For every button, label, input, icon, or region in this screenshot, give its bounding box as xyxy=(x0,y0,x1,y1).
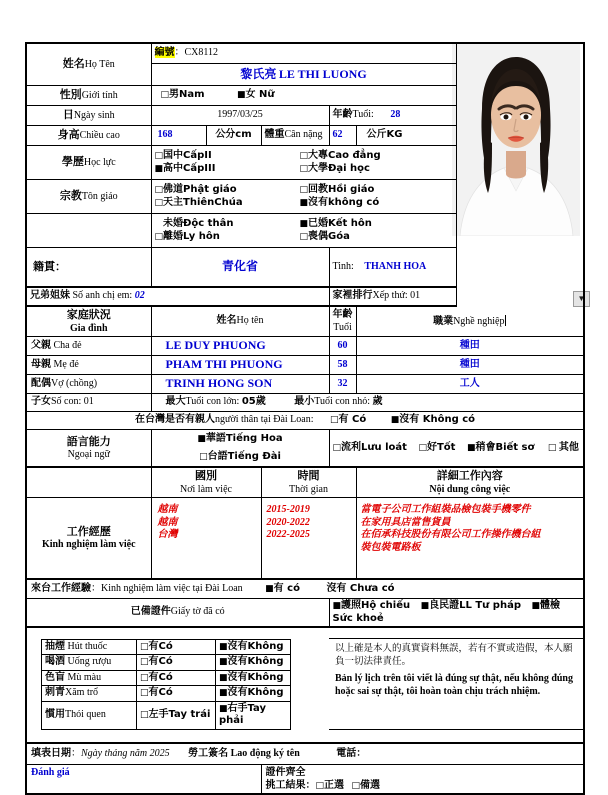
religion-label: 宗教Tôn giáo xyxy=(26,180,151,214)
checkbox-lang-dai[interactable]: □ xyxy=(199,451,208,462)
documents-complete-text: 證件齊全 xyxy=(265,767,306,778)
row-habits xyxy=(26,639,584,730)
habit-drinking-no[interactable]: ■沒有Không xyxy=(216,655,291,671)
checkbox-edu-capiii[interactable]: ■ xyxy=(154,163,164,174)
family-job-spouse[interactable]: 工人 xyxy=(356,375,584,394)
row-tw-experience xyxy=(26,579,584,599)
checkbox-left-handed[interactable]: □ xyxy=(140,709,149,720)
name-label: 姓名Họ Tên xyxy=(26,43,151,86)
religion-options[interactable]: □佛道Phật giáo □天主ThiênChúa □回教Hồi giáo ■沒有không có xyxy=(151,180,456,214)
siblings-count: 02 xyxy=(134,290,145,302)
weight-unit: 公斤KG xyxy=(356,126,456,146)
selection-result-label: 挑工結果： xyxy=(265,779,316,791)
checkbox-colorblind-yes[interactable]: □ xyxy=(140,672,149,683)
weight-value[interactable]: 62 xyxy=(329,126,356,146)
birth-value[interactable]: 1997/03/25 xyxy=(151,106,329,126)
work-details[interactable]: 當電子公司工作組裝品檢包裝手機零件 在家用具店當售貨員 在佰承科技股份有限公司工作操作機台組 裝包裝電路板 xyxy=(356,498,584,580)
family-age-mother[interactable]: 58 xyxy=(329,356,356,375)
row-id xyxy=(26,43,584,64)
table-row xyxy=(26,337,584,356)
work-countries[interactable]: 越南 越南 台灣 xyxy=(151,498,261,580)
tw-exp-no-label: 沒有 Chưa có xyxy=(326,582,395,594)
documents-options[interactable]: ■護照Hộ chiếu ■良民證LL Tư pháp ■體檢Sức khoẻ xyxy=(329,599,584,628)
siblings-cell[interactable]: 兄弟姐妹 Số anh chị em: 02 xyxy=(26,287,329,306)
row-spacer-2 xyxy=(26,730,584,744)
spacer-cell-2 xyxy=(26,730,584,744)
gender-male-label: 男Nam xyxy=(168,89,205,101)
family-name-spouse[interactable]: TRINH HONG SON xyxy=(151,375,329,394)
declaration-block xyxy=(329,639,584,730)
form-date-value: Ngày tháng năm 2025 xyxy=(81,747,170,759)
family-name-father[interactable]: LE DUY PHUONG xyxy=(151,337,329,356)
habit-label-smoking: 抽煙 Hút thuốc xyxy=(42,639,137,655)
table-row xyxy=(42,639,291,655)
age-cell[interactable]: 年齡Tuổi: 28 xyxy=(329,106,456,126)
name-chinese: 黎氏亮 xyxy=(240,66,277,81)
work-times[interactable]: 2015-2019 2020-2022 2022-2025 xyxy=(261,498,356,580)
checkbox-edu-daihoc[interactable]: □ xyxy=(299,163,309,174)
checkbox-lang-fluent[interactable]: □ xyxy=(332,442,342,453)
row-evaluation xyxy=(26,765,584,795)
row-footer-sign xyxy=(26,743,584,765)
habit-tattoo-no[interactable]: ■沒有Không xyxy=(216,686,291,702)
gender-options[interactable] xyxy=(151,86,456,106)
checkbox-edu-caodang[interactable]: □ xyxy=(299,151,309,161)
checkbox-lang-other[interactable]: □ xyxy=(547,442,557,453)
id-value: CX8112 xyxy=(184,47,219,59)
habit-label-tattoo: 刺青Xăm trổ xyxy=(42,686,137,702)
language-level-options[interactable]: □流利Lưu loát □好Tốt ■稍會Biết sơ □ 其他 xyxy=(329,430,584,468)
checkbox-drinking-no[interactable]: ■ xyxy=(219,657,228,667)
checkbox-marital-widowed[interactable]: □ xyxy=(299,231,309,242)
evaluation-result-cell[interactable]: 證件齊全 挑工結果：□正選 □備選 xyxy=(261,765,584,795)
row-work-header xyxy=(26,467,584,498)
checkbox-tattoo-no[interactable]: ■ xyxy=(219,688,228,698)
table-row xyxy=(26,375,584,394)
checkbox-marital-married[interactable]: ■ xyxy=(299,219,309,229)
row-relatives-taiwan xyxy=(26,412,584,430)
checkbox-religion-hoigiao[interactable]: □ xyxy=(299,185,309,195)
table-row xyxy=(26,356,584,375)
marital-single-label: 未婚Độc thân xyxy=(163,218,234,229)
language-label: 語言能力 Ngoại ngữ xyxy=(26,430,151,468)
habit-colorblind-no[interactable]: ■沒有Không xyxy=(216,670,291,686)
children-count-cell[interactable]: 子女Số con: 01 xyxy=(26,394,151,412)
height-value[interactable]: 168 xyxy=(151,126,206,146)
phone-label: 電話： xyxy=(336,747,367,759)
weight-label: 體重Cân nặng xyxy=(261,126,329,146)
family-col-name: 姓名Họ tên xyxy=(151,306,329,337)
habit-smoking-yes[interactable]: □有Có xyxy=(137,639,216,655)
work-col-detail: 詳細工作內容 Nội dung công việc xyxy=(356,467,584,498)
row-children xyxy=(26,394,584,412)
children-count: 01 xyxy=(83,396,94,408)
habit-label-colorblind: 色盲 Mù màu xyxy=(42,670,137,686)
family-relation-father: 父親 Cha đẻ xyxy=(26,337,151,356)
family-relation-mother: 母親 Mẹ đẻ xyxy=(26,356,151,375)
checkbox-doc-passport[interactable]: ■ xyxy=(332,601,342,611)
marital-label-empty xyxy=(26,214,151,248)
checkbox-backup-selection[interactable]: □ xyxy=(351,780,361,791)
checkbox-religion-thienchua[interactable]: □ xyxy=(154,197,164,208)
table-row xyxy=(42,655,291,671)
education-label: 學歷Học lực xyxy=(26,146,151,180)
name-value-cell[interactable] xyxy=(151,64,456,86)
tw-experience-cell[interactable]: 來台工作經驗：Kinh nghiệm làm việc tại Đài Loan ■有 có 沒有 Chưa có xyxy=(26,579,584,599)
height-label: 身高Chiều cao xyxy=(26,126,151,146)
checkbox-relatives-yes[interactable]: □ xyxy=(330,415,339,426)
table-row xyxy=(42,670,291,686)
checkbox-smoking-yes[interactable]: □ xyxy=(140,641,149,652)
footer-sign-cell[interactable]: 填表日期：Ngày tháng năm 2025 勞工簽名 Lao động ký tên 電話： xyxy=(26,743,584,765)
work-col-country: 國別 Nơi làm việc xyxy=(151,467,261,498)
checkbox-colorblind-no[interactable]: ■ xyxy=(219,672,228,683)
row-family-header xyxy=(26,306,584,337)
habit-label-handedness: 慣用Thói quen xyxy=(42,701,137,729)
relatives-taiwan-cell[interactable]: 在台灣是否有親人người thân tại Đài Loan: □有 Có ■沒有 Không có xyxy=(26,412,584,430)
origin-value[interactable]: 青化省 xyxy=(151,248,329,288)
checkbox-lang-good[interactable]: □ xyxy=(418,442,427,453)
marital-options[interactable]: 未婚Độc thân □離婚Ly hôn ■已婚Kết hôn □喪偶Góa xyxy=(151,214,456,248)
name-latin: LE THI LUONG xyxy=(278,66,367,81)
work-experience-label: 工作經歷 Kinh nghiệm làm việc xyxy=(26,498,151,580)
habit-drinking-yes[interactable]: □有Có xyxy=(137,655,216,671)
habit-tattoo-yes[interactable]: □有Có xyxy=(137,686,216,702)
habit-label-drinking: 喝酒 Uống rượu xyxy=(42,655,137,671)
photo-cell xyxy=(456,43,584,337)
birth-rank-cell[interactable]: 家裡排行Xếp thứ: 01 xyxy=(329,287,456,306)
checkbox-religion-khongco[interactable]: ■ xyxy=(299,197,309,208)
checkbox-tw-exp-yes[interactable]: ■ xyxy=(265,583,274,594)
family-col-relation: 家庭狀況 Gia đình xyxy=(26,306,151,337)
checkbox-doc-police[interactable]: ■ xyxy=(420,601,430,611)
habit-left-handed[interactable]: □左手Tay trái xyxy=(137,701,216,729)
table-row xyxy=(42,701,291,729)
language-type-options[interactable]: ■華語Tiếng Hoa □台語Tiếng Đài xyxy=(151,430,329,468)
declaration-chinese: 以上確是本人的真實資料無誤，若有不實或造假，本人願負一切法律責任。 xyxy=(335,643,573,667)
checkbox-relatives-no[interactable]: ■ xyxy=(390,415,400,426)
birth-rank-value: 01 xyxy=(410,290,421,302)
documents-label: 已備證件Giấy tờ đã có xyxy=(26,599,329,628)
education-options[interactable]: □国中CấpII ■高中CấpIII □大專Cao đẳng □大學Đại học xyxy=(151,146,456,180)
checkbox-right-handed[interactable]: ■ xyxy=(219,703,228,714)
checkbox-religion-phatgiao[interactable]: □ xyxy=(154,185,164,195)
youngest-child-age: 歲 xyxy=(372,396,383,408)
evaluation-label-cell xyxy=(26,765,261,795)
spacer-cell xyxy=(26,627,584,639)
declaration-vietnamese: Bản lý lịch trên tôi viết là đúng sự thật, nếu không đúng hoặc sai sự thật, tôi hoàn toàn chịu trách nhiệm. xyxy=(335,672,573,697)
habit-right-handed[interactable]: ■右手Tay phải xyxy=(216,701,291,729)
habit-colorblind-yes[interactable]: □有Có xyxy=(137,670,216,686)
chevron-down-icon[interactable]: ▼ xyxy=(573,291,590,307)
family-col-job: 職業Nghề nghiệp xyxy=(356,306,584,337)
gender-female-label: 女 Nữ xyxy=(245,89,275,101)
height-unit: 公分cm xyxy=(206,126,261,146)
birth-label: 日Ngày sinh xyxy=(26,106,151,126)
checkbox-primary-selection[interactable]: □ xyxy=(315,780,325,791)
children-ages-cell[interactable]: 最大Tuổi con lớn: 05歲 最小Tuổi con nhỏ: 歲 xyxy=(151,394,584,412)
row-documents xyxy=(26,599,584,628)
family-job-father[interactable]: 種田 xyxy=(356,337,584,356)
province-value: THANH HOA xyxy=(364,260,427,272)
text-cursor xyxy=(505,315,506,326)
province-cell[interactable]: Tinh: THANH HOA xyxy=(329,248,456,288)
habits-block xyxy=(26,639,329,730)
origin-label: 籍貫： xyxy=(26,248,151,288)
age-value: 28 xyxy=(390,109,401,121)
checkbox-drinking-yes[interactable]: □ xyxy=(140,657,149,667)
checkbox-tattoo-yes[interactable]: □ xyxy=(140,688,149,698)
family-relation-spouse: 配偶Vợ (chồng) xyxy=(26,375,151,394)
worker-resume-table xyxy=(25,42,585,795)
table-row xyxy=(42,686,291,702)
family-col-age: 年齡 Tuổi xyxy=(329,306,356,337)
work-header-blank xyxy=(26,467,151,498)
family-job-mother[interactable]: 種田 xyxy=(356,356,584,375)
family-name-mother[interactable]: PHAM THI PHUONG xyxy=(151,356,329,375)
checkbox-male[interactable]: □ xyxy=(160,90,169,101)
habit-smoking-no[interactable]: ■沒有Không xyxy=(216,639,291,655)
row-language xyxy=(26,430,584,468)
id-label: 編號 xyxy=(154,47,175,59)
checkbox-lang-hoa[interactable]: ■ xyxy=(197,434,206,444)
family-age-spouse[interactable]: 32 xyxy=(329,375,356,394)
habits-table xyxy=(41,639,291,730)
id-cell[interactable]: 編號：CX8112 xyxy=(151,43,456,64)
checkbox-marital-divorced[interactable]: □ xyxy=(154,231,164,242)
row-spacer-1 xyxy=(26,627,584,639)
row-work-body xyxy=(26,498,584,580)
family-age-father[interactable]: 60 xyxy=(329,337,356,356)
oldest-child-age: 05歲 xyxy=(241,396,266,408)
gender-label: 性別Giới tính xyxy=(26,86,151,106)
checkbox-female[interactable]: ■ xyxy=(237,90,246,101)
evaluation-label: Đánh giá xyxy=(31,767,70,778)
checkbox-smoking-no[interactable]: ■ xyxy=(219,641,228,652)
checkbox-doc-health[interactable]: ■ xyxy=(531,601,540,611)
checkbox-edu-capii[interactable]: □ xyxy=(154,151,164,161)
checkbox-lang-basic[interactable]: ■ xyxy=(466,442,476,453)
work-col-time: 時間 Thời gian xyxy=(261,467,356,498)
